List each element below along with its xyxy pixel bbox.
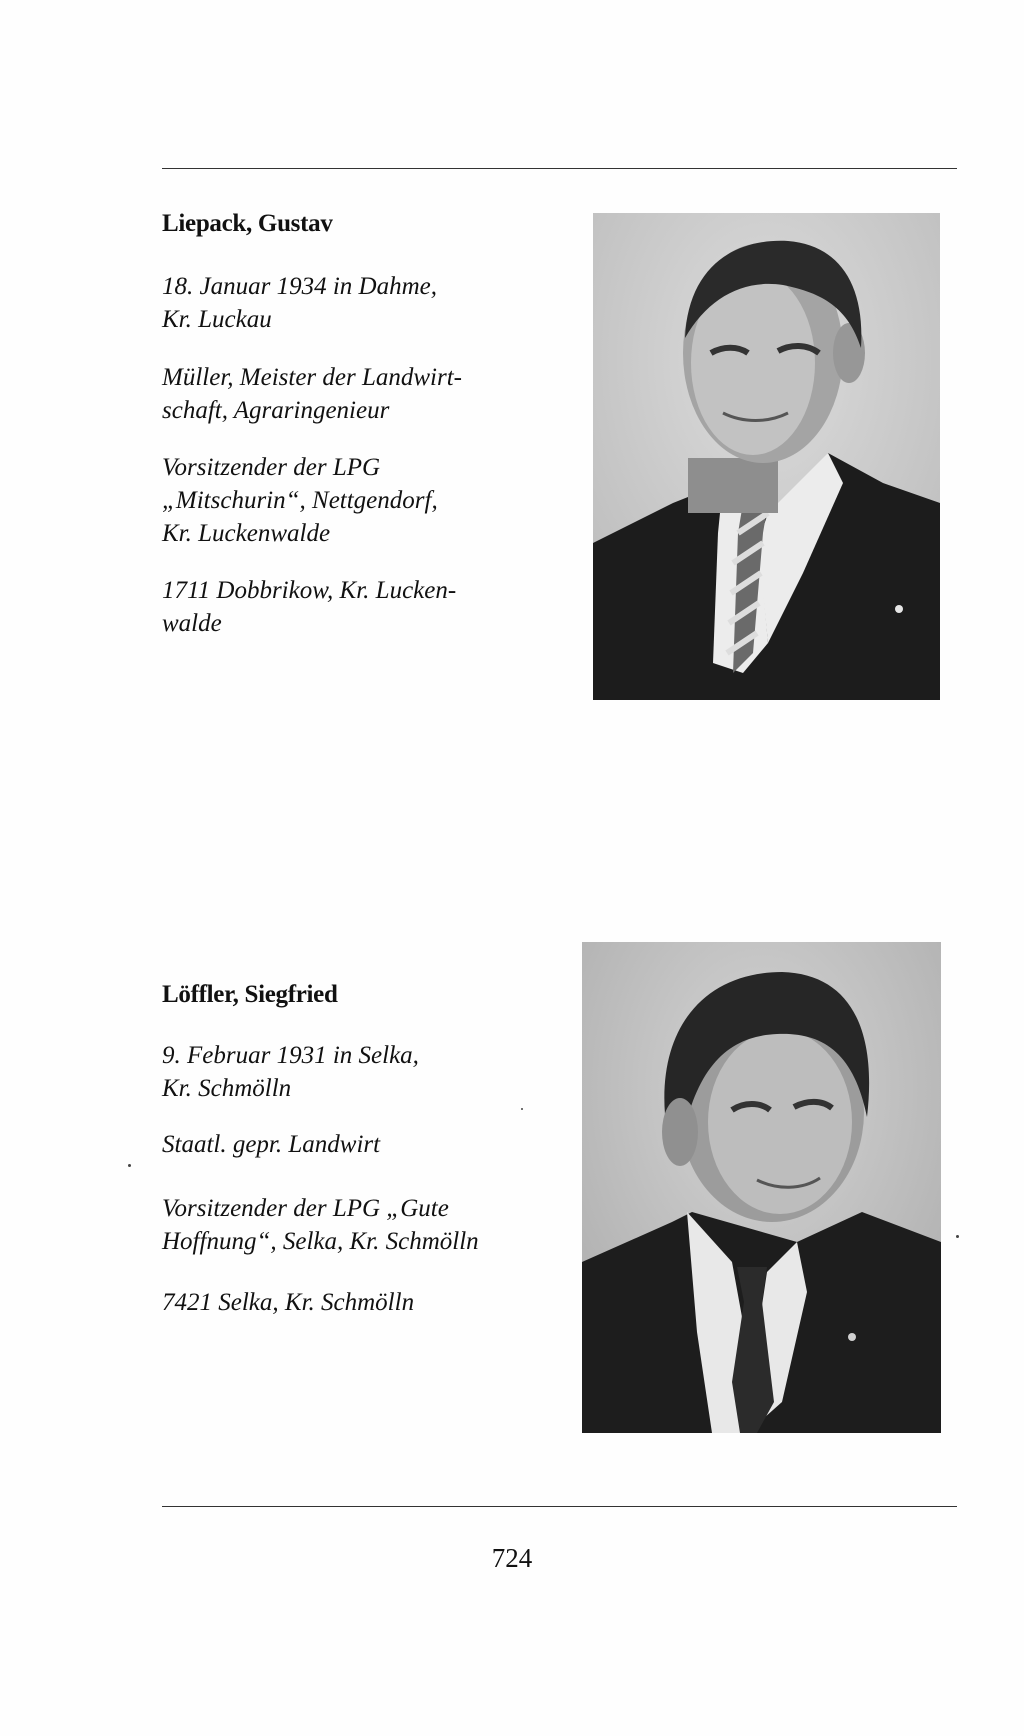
scan-speck xyxy=(521,1108,523,1110)
top-rule xyxy=(162,168,957,169)
scan-speck xyxy=(128,1164,131,1167)
scan-speck xyxy=(956,1235,959,1238)
portrait-photo-liepack xyxy=(593,213,940,700)
birth-line: Kr. Luckau xyxy=(162,306,272,333)
position-line: „Mitschurin“, Nettgendorf, xyxy=(162,487,438,514)
entry-profession-loeffler xyxy=(162,1128,380,1161)
portrait-photo-loeffler xyxy=(582,942,941,1433)
position-line: Vorsitzender der LPG „Gute xyxy=(162,1195,449,1222)
entry-name-loeffler: Löffler, Siegfried xyxy=(162,981,338,1008)
address-line: 7421 Selka, Kr. Schmölln xyxy=(162,1289,415,1316)
page-number: 724 xyxy=(491,1543,533,1573)
position-line: Kr. Luckenwalde xyxy=(162,520,331,547)
birth-line: Kr. Schmölln xyxy=(162,1075,292,1102)
entry-position-liepack xyxy=(162,451,438,550)
profession-line: Staatl. gepr. Landwirt xyxy=(162,1131,381,1158)
address-line: walde xyxy=(162,610,222,637)
entry-address-loeffler xyxy=(162,1286,414,1319)
entry-birth-loeffler xyxy=(162,1039,419,1105)
bottom-rule xyxy=(162,1506,957,1507)
entry-name-liepack: Liepack, Gustav xyxy=(162,210,333,237)
profession-line: schaft, Agraringenieur xyxy=(162,397,390,424)
address-line: 1711 Dobbrikow, Kr. Lucken- xyxy=(162,577,457,604)
birth-line: 18. Januar 1934 in Dahme, xyxy=(162,273,437,300)
entry-address-liepack xyxy=(162,574,456,640)
entry-profession-liepack xyxy=(162,361,462,427)
position-line: Vorsitzender der LPG xyxy=(162,454,381,481)
profession-line: Müller, Meister der Landwirt- xyxy=(162,364,462,391)
position-line: Hoffnung“, Selka, Kr. Schmölln xyxy=(162,1228,479,1255)
entry-birth-liepack xyxy=(162,270,437,336)
birth-line: 9. Februar 1931 in Selka, xyxy=(162,1042,419,1069)
entry-position-loeffler xyxy=(162,1192,479,1258)
